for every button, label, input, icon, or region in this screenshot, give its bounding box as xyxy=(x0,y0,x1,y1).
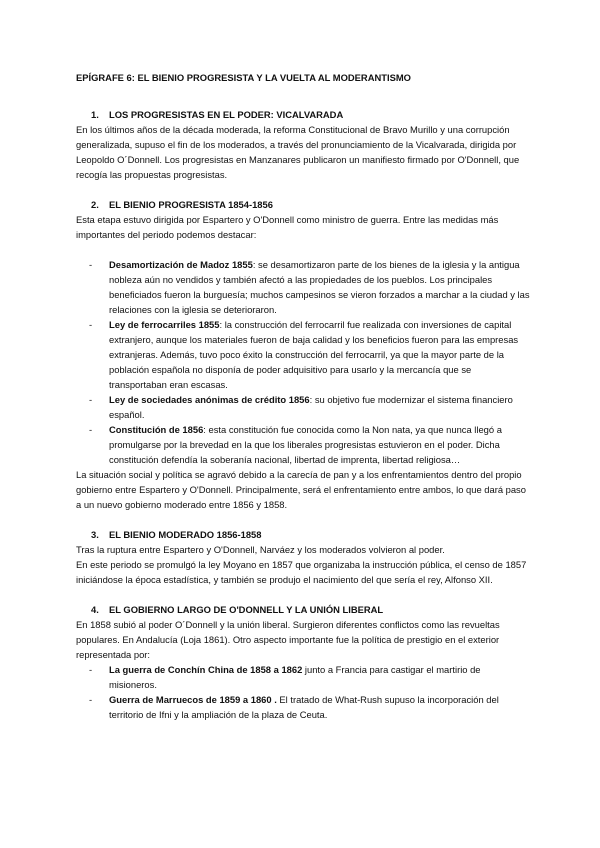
bullet-list xyxy=(76,257,531,467)
section-heading xyxy=(76,197,531,212)
section-heading xyxy=(76,602,531,617)
bullet-dash: - xyxy=(89,424,93,435)
section-heading-text: EL BIENIO MODERADO 1856-1858 xyxy=(109,529,262,540)
section-2 xyxy=(76,197,531,512)
list-item xyxy=(76,257,531,317)
section-1 xyxy=(76,107,531,182)
bullet-dash: - xyxy=(89,694,93,705)
bullet-term: La guerra de Conchín China de 1858 a 1862 xyxy=(109,664,303,675)
section-heading-text: EL GOBIERNO LARGO DE O'DONNELL Y LA UNIÓN LIBERAL xyxy=(109,604,384,615)
section-heading-text: EL BIENIO PROGRESISTA 1854-1856 xyxy=(109,199,273,210)
paragraph: En 1858 subió al poder O´Donnell y la unión liberal. Surgieron diferentes conflictos como las revueltas populares. En Andalucía (Loja 1861). Otro aspecto importante fue la política de prestigio en el exterior representada por: xyxy=(76,619,500,660)
section-number: 3. xyxy=(91,529,99,540)
section-number: 4. xyxy=(91,604,99,615)
bullet-term: Constitución de 1856 xyxy=(109,424,204,435)
bullet-list xyxy=(76,662,531,722)
bullet-dash: - xyxy=(89,394,93,405)
list-item xyxy=(76,317,531,392)
bullet-text: : se desamortizaron parte de los bienes de la iglesia y la antigua nobleza aún no vendidos y también afectó a las propiedades de los pueblos. Los principales beneficiados fueron la burguesía; muchos campesinos se vieron forzados a marchar a la ciudad y las relaciones con la iglesia se deterioraron. xyxy=(109,259,530,315)
bullet-text: : esta constitución fue conocida como la Non nata, ya que nunca llegó a promulgarse por la brevedad en la que los liberales progresistas estuvieron en el poder. Dicha constitución defendía la soberanía nacional, libertad de imprenta, libertad religiosa… xyxy=(109,424,502,465)
section-number: 1. xyxy=(91,109,99,120)
paragraph: Tras la ruptura entre Espartero y O'Donnell, Narváez y los moderados volvieron al poder. xyxy=(76,544,445,555)
bullet-text: junto a Francia para castigar el martirio de misioneros. xyxy=(109,664,481,690)
bullet-dash: - xyxy=(89,664,93,675)
list-item xyxy=(76,422,531,467)
bullet-dash: - xyxy=(89,319,93,330)
paragraph: La situación social y política se agravó debido a la carecía de pan y a los enfrentamientos dentro del propio gobierno entre Espartero y O'Donnell. Principalmente, será el enfrentamiento entre ambos, lo que dará paso a un nuevo gobierno moderado entre 1856 y 1858. xyxy=(76,469,526,510)
bullet-text: : su objetivo fue modernizar el sistema financiero español. xyxy=(109,394,513,420)
section-4 xyxy=(76,602,531,722)
section-3 xyxy=(76,527,531,587)
list-item xyxy=(76,662,531,692)
document-body xyxy=(76,70,531,737)
paragraph: En este periodo se promulgó la ley Moyano en 1857 que organizaba la instrucción pública, el censo de 1857 iniciándose la época estadística, y también se produjo el nacimiento del que sería el rey, Alfonso XII. xyxy=(76,559,527,585)
bullet-dash: - xyxy=(89,259,93,270)
bullet-term: Ley de ferrocarriles 1855 xyxy=(109,319,220,330)
section-heading xyxy=(76,107,531,122)
bullet-term: Ley de sociedades anónimas de crédito 1856 xyxy=(109,394,310,405)
section-heading xyxy=(76,527,531,542)
section-number: 2. xyxy=(91,199,99,210)
paragraph: En los últimos años de la década moderada, la reforma Constitucional de Bravo Murillo y una corrupción generalizada, supuso el fin de los moderados, a través del pronunciamiento de la Vicalvarada, dirigida por Leopoldo O´Donnell. Los progresistas en Manzanares publicaron un manifiesto firmado por O'Donnell, que recogía las propuestas progresistas. xyxy=(76,124,520,180)
list-item xyxy=(76,692,531,722)
list-item xyxy=(76,392,531,422)
bullet-text: El tratado de What-Rush supuso la incorporación del territorio de Ifni y la ampliación de la plaza de Ceuta. xyxy=(109,694,499,720)
bullet-term: Desamortización de Madoz 1855 xyxy=(109,259,253,270)
document-title: EPÍGRAFE 6: EL BIENIO PROGRESISTA Y LA VUELTA AL MODERANTISMO xyxy=(76,72,411,83)
bullet-term: Guerra de Marruecos de 1859 a 1860 . xyxy=(109,694,277,705)
bullet-text: : la construcción del ferrocarril fue realizada con inversiones de capital extranjero, aunque los materiales fueron de baja calidad y los beneficios fueron para las empresas extranjeras. Además, tuvo poco éxito la construcción del ferrocarril, ya que la mayor parte de la población española no disponía de poder adquisitivo para usarlo y la mercancía que se transportaban eran escasas. xyxy=(109,319,519,390)
paragraph: Esta etapa estuvo dirigida por Espartero y O'Donnell como ministro de guerra. Entre las medidas más importantes del periodo podemos destacar: xyxy=(76,214,499,240)
section-heading-text: LOS PROGRESISTAS EN EL PODER: VICALVARADA xyxy=(109,109,344,120)
